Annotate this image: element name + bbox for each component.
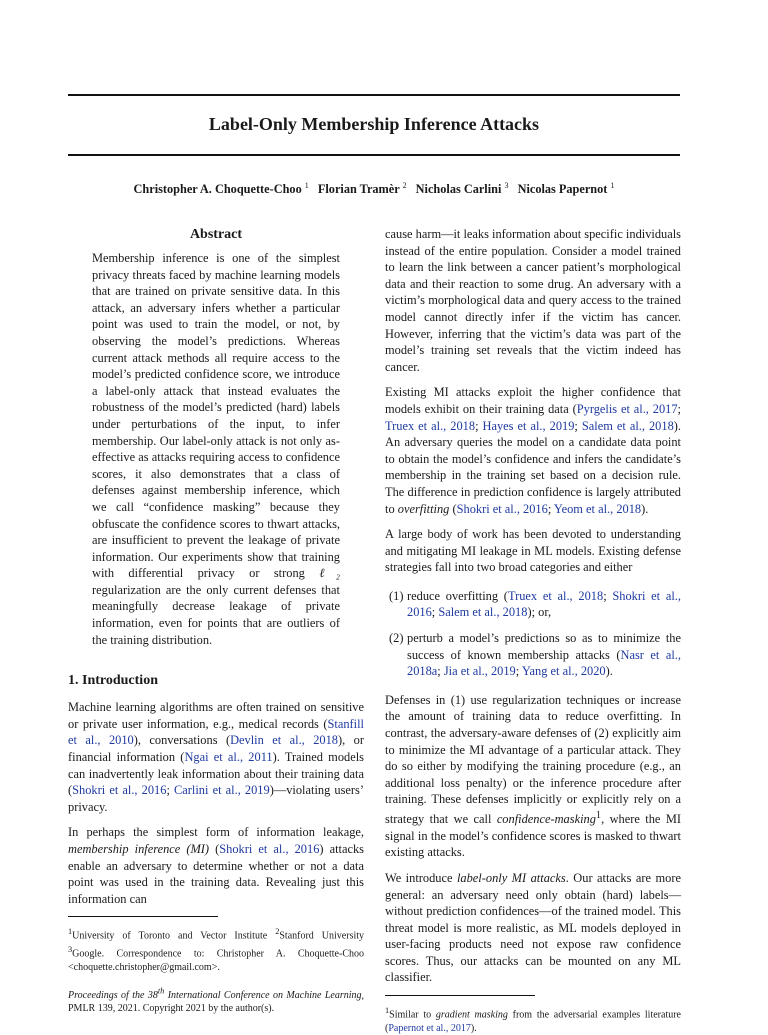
citation-link[interactable]: Yeom et al., 2018 — [553, 501, 642, 516]
paper-title: Label-Only Membership Inference Attacks — [208, 114, 540, 134]
body-paragraph: Existing MI attacks exploit the higher confidence that models exhibit on their training data (Pyrgelis et al., 2017; Truex et al., 2018; Hayes et al., 2019; Salem et al., 2018). An adversary queries the model on a candidate data point to obtain the model’s confidence and infers the candidate’s membership in the training set based on a decision rule. The difference in prediction confidence is largely attributed to overfitting (Shokri et al., 2016; Yeom et al., 2018). — [385, 385, 682, 516]
citation-link[interactable]: Truex et al., 2018 — [507, 588, 604, 603]
citation-link[interactable]: Salem et al., 2018 — [581, 418, 674, 433]
citation-link[interactable]: Shokri et al., 2016 — [72, 783, 167, 798]
citation-link[interactable]: Salem et al., 2018 — [438, 605, 528, 620]
abstract-text: Membership inference is one of the simplest privacy threats faced by machine learning models that are trained on private sensitive data. In this attack, an adversary infers whether a particular point was used to train the model, or not, by observing the model’s predictions. Whereas current attack methods all require access to the model’s predicted confidence score, we introduce a label-only attack that instead evaluates the robustness of the model’s predicted (hard) labels under perturbations of the input, to infer membership. Our label-only attack is not only as-effective as attacks requiring access to confidence scores, it also demonstrates that a class of defenses against membership inference, which we call “confidence masking” because they obfuscate the confidence scores to thwart attacks, are insufficient to prevent the leakage of private information. Our experiments show that training with differential privacy or strong ℓ₂ regularization are the only current defenses that meaningfully decrease leakage of private information, even for points that are outliers of the training distribution. — [92, 251, 340, 647]
body-paragraph: Defenses in (1) use regularization techniques or increase the amount of training data to reduce overfitting. In contrast, the adversary-aware defenses of (2) explicitly aim to minimize the MI advantage of a particular attack. They do so either by modifying the training procedure (e.g., an additional loss penalty) or the inference procedure after training. These defenses implicitly or explicitly rely on a strategy that we call confidence-masking$^1$, where the MI signal in the model’s confidence scores is masked to thwart existing attacks. — [385, 692, 681, 860]
citation-link[interactable]: Stanfill et al., 2010 — [68, 716, 364, 748]
title-bottom-rule — [68, 154, 680, 156]
right-column — [385, 226, 681, 1035]
citation-link[interactable]: Jia et al., 2019 — [443, 664, 516, 679]
citation-link[interactable]: Shokri et al., 2016 — [456, 501, 548, 516]
body-paragraph: A large body of work has been devoted to understanding and mitigating MI leakage in ML models. Existing defense strategies fall into two broad categories and either — [385, 527, 681, 575]
citation-link[interactable]: Shokri et al., 2016 — [219, 842, 320, 856]
citation-link[interactable]: Devlin et al., 2018 — [230, 733, 338, 748]
author: Christopher A. Choquette-Choo $^1$ — [133, 181, 309, 197]
section-heading-introduction: 1. Introduction — [68, 673, 158, 689]
list-item: (1) reduce overfitting (Truex et al., 2018; Shokri et al., 2016; Salem et al., 2018); or, — [389, 588, 681, 620]
author-list — [68, 181, 680, 197]
author: Nicolas Papernot $^1$ — [517, 181, 615, 197]
citation-link[interactable]: Carlini et al., 2019 — [174, 783, 270, 798]
list-item: (2) perturb a model’s predictions so as to minimize the success of known membership attacks (Nasr et al., 2018a; Jia et al., 2019; Yang et al., 2020). — [389, 631, 681, 679]
abstract-body — [68, 250, 364, 648]
citation-link[interactable]: Hayes et al., 2019 — [482, 418, 575, 433]
citation-link[interactable]: Yang et al., 2020 — [521, 664, 606, 679]
affiliation-footnote: $^1$University of Toronto and Vector Institute $^2$Stanford University $^3$Google. Correspondence to: Christopher A. Choquette-Choo <choquette.christopher@gmail.com>. — [68, 927, 365, 974]
footnote-rule — [385, 995, 535, 996]
author: Nicholas Carlini $^3$ — [415, 181, 509, 197]
abstract-heading: Abstract — [189, 227, 243, 242]
author: Florian Tramèr $^2$ — [317, 181, 407, 197]
citation-link[interactable]: Shokri et al., 2016 — [407, 588, 681, 620]
citation-link[interactable]: Truex et al., 2018 — [385, 418, 476, 433]
footnote-rule — [68, 916, 218, 917]
body-paragraph: cause harm—it leaks information about specific individuals instead of the entire population. Consider a model trained to learn the link between a cancer patient’s morphological data and their reaction to some drug. An adversary with a victim’s morphological data and query access to the trained model cannot directly infer if the victim has cancer. However, inferring that the victim’s data was part of the model’s training set reveals that the victim indeed has cancer. — [385, 227, 681, 374]
title-top-rule — [68, 94, 680, 96]
proceedings-note: Proceedings of the 38th International Conference on Machine Learning, PMLR 139, 2021. Copyright 2021 by the author(s). — [68, 986, 364, 1015]
intro-paragraph-2: In perhaps the simplest form of information leakage, membership inference (MI) (Shokri et al., 2016) attacks enable an adversary to determine whether or not a data point was used in the training data. Revealing just this information can — [68, 825, 365, 906]
defense-list — [385, 588, 681, 680]
citation-link[interactable]: Nasr et al., 2018a — [407, 647, 681, 679]
intro-paragraph-1: Machine learning algorithms are often trained on sensitive or private user information, e.g., medical records (Stanfill et al., 2010), conversations (Devlin et al., 2018), or financial information (Ngai et al., 2011). Trained models can inadvertently leak information about their training data (Shokri et al., 2016; Carlini et al., 2019)—violating users’ privacy. — [68, 700, 364, 814]
citation-link[interactable]: Ngai et al., 2011 — [184, 750, 273, 765]
citation-link[interactable]: Pyrgelis et al., 2017 — [576, 401, 678, 416]
footnote: $^1$Similar to gradient masking from the adversarial examples literature (Papernot et al., 2017). — [385, 1006, 681, 1034]
body-paragraph: We introduce label-only MI attacks. Our attacks are more general: an adversary need only obtain (hard) labels—without prediction confidences—of the trained model. This threat model is more realistic, as ML models deployed in user-facing products need not expose raw confidence scores. Thus, our attacks can be mounted on any ML classifier. — [385, 870, 681, 985]
left-column — [68, 226, 364, 1016]
citation-link[interactable]: Papernot et al., 2017 — [388, 1022, 471, 1034]
